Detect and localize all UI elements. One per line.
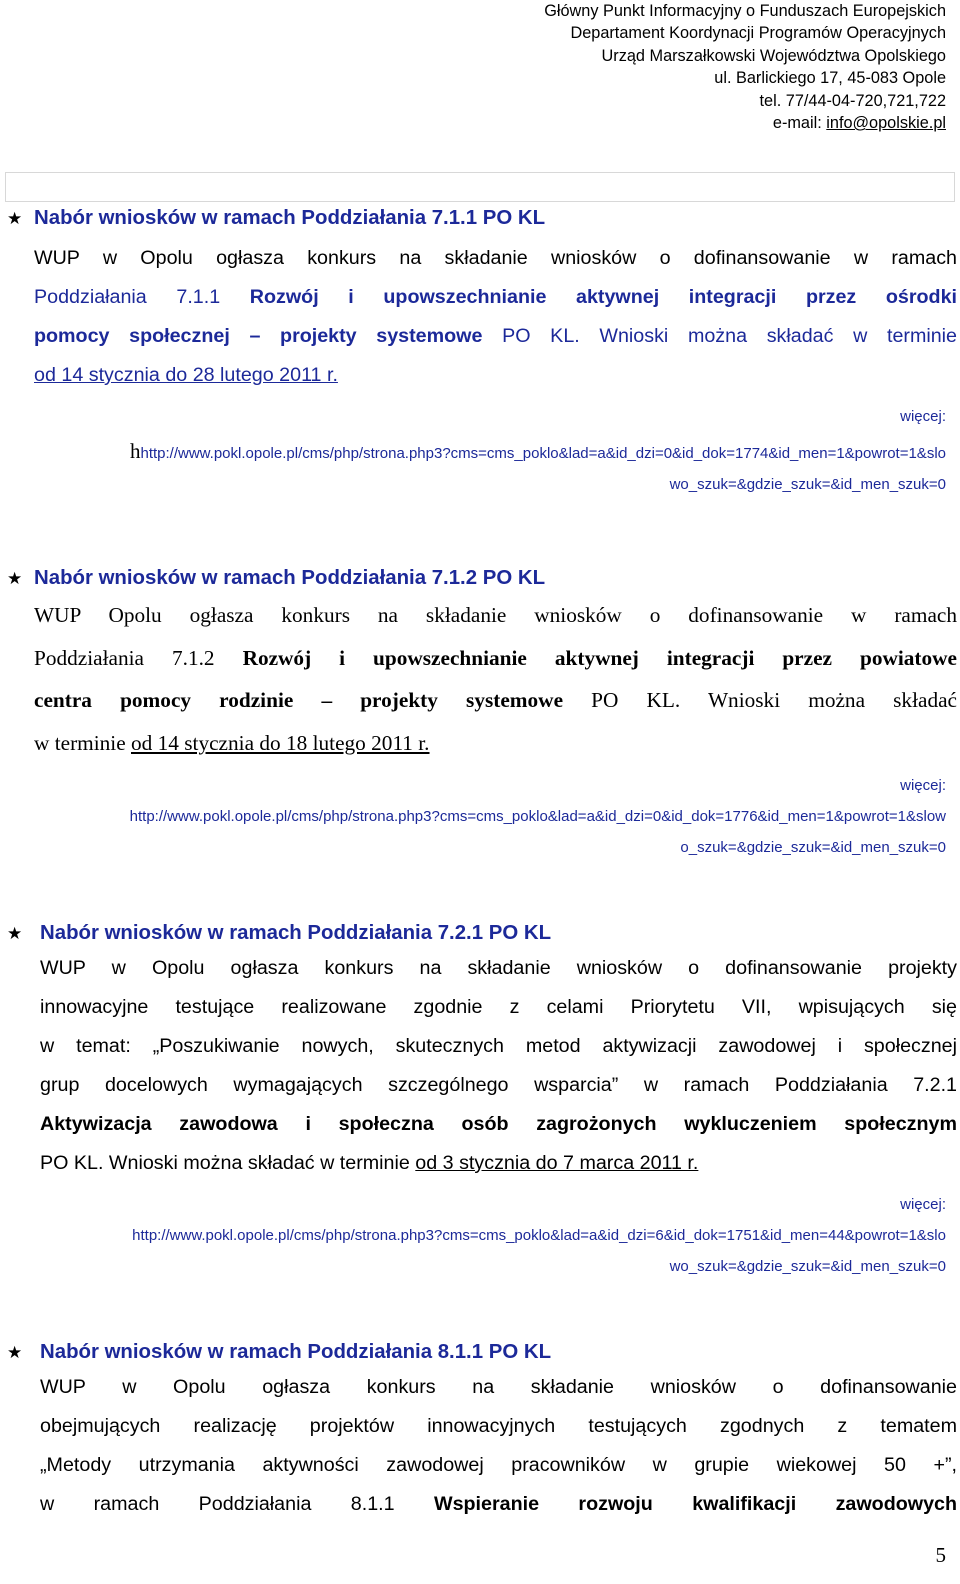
section-721: [7, 922, 957, 1183]
section-body: [34, 594, 957, 764]
header-line: Urząd Marszałkowski Województwa Opolskiego: [601, 46, 946, 65]
header-email-line: [246, 112, 946, 134]
body-line: w temat: „Poszukiwanie nowych, skutecznych metod aktywizacji zawodowej i społecznej: [40, 1035, 957, 1057]
body-line: innowacyjne testujące realizowane zgodnie z celami Priorytetu VII, wpisujących się: [40, 996, 957, 1018]
star-icon: ★: [7, 924, 23, 943]
body-line: w terminie od 14 stycznia do 18 lutego 2011 r.: [34, 730, 430, 755]
body-line: WUP w Opolu ogłasza konkurs na składanie wniosków o dofinansowanie: [40, 1376, 957, 1398]
url-line[interactable]: wo_szuk=&gdzie_szuk=&id_men_szuk=0: [669, 476, 946, 493]
body-line: WUP Opolu ogłasza konkurs na składanie wniosków o dofinansowanie w ramach: [34, 603, 957, 627]
body-line: WUP w Opolu ogłasza konkurs na składanie wniosków o dofinansowanie projekty: [40, 957, 957, 979]
star-icon: ★: [7, 1343, 23, 1362]
section-title: ★ Nabór wniosków w ramach Poddziałania 7.2.1 PO KL: [7, 922, 552, 944]
section-title: ★ Nabór wniosków w ramach Poddziałania 7.1.2 PO KL: [7, 567, 546, 589]
header-line: ul. Barlickiego 17, 45-083 Opole: [714, 69, 946, 88]
separator-box: [5, 172, 955, 202]
body-line: Aktywizacja zawodowa i społeczna osób zagrożonych wykluczeniem społecznym: [40, 1113, 957, 1135]
star-icon: ★: [7, 209, 23, 228]
url-line[interactable]: http://www.pokl.opole.pl/cms/php/strona.php3?cms=cms_poklo&lad=a&id_dzi=0&id_dok=1776&id_men=1&powrot=1&slow: [129, 808, 946, 825]
body-line: w ramach Poddziałania 8.1.1 Wspieranie rozwoju kwalifikacji zawodowych: [40, 1493, 957, 1515]
header-line: Główny Punkt Informacyjny o Funduszach Europejskich: [544, 2, 946, 20]
deadline: od 14 stycznia do 28 lutego 2011 r.: [34, 364, 338, 386]
section-711: [7, 207, 957, 395]
more-link[interactable]: [132, 1220, 946, 1282]
section-title: ★ Nabór wniosków w ramach Poddziałania 8.1.1 PO KL: [7, 1341, 552, 1363]
body-line: PO KL. Wnioski można składać w terminie od 3 stycznia do 7 marca 2011 r.: [40, 1152, 699, 1174]
section-body: [40, 1368, 957, 1524]
email-label: e-mail:: [772, 114, 827, 133]
section-712: [7, 567, 957, 764]
body-line: „Metody utrzymania aktywności zawodowej pracowników w grupie wiekowej 50 +”,: [40, 1454, 957, 1476]
more-label: więcej:: [900, 408, 946, 425]
section-811: [7, 1341, 957, 1524]
url-line[interactable]: http://www.pokl.opole.pl/cms/php/strona.php3?cms=cms_poklo&lad=a&id_dzi=6&id_dok=1751&id_men=44&powrot=1&slo: [132, 1227, 946, 1244]
url-line[interactable]: http://www.pokl.opole.pl/cms/php/strona.php3?cms=cms_poklo&lad=a&id_dzi=0&id_dok=1774&id_men=1&powrot=1&slo: [140, 445, 946, 462]
section-title: ★ Nabór wniosków w ramach Poddziałania 7.1.1 PO KL: [7, 207, 546, 229]
body-line: pomocy społecznej – projekty systemowe PO KL. Wnioski można składać w terminie: [34, 325, 957, 347]
body-line: Poddziałania 7.1.2 Rozwój i upowszechnianie aktywnej integracji przez powiatowe: [34, 645, 957, 670]
more-link[interactable]: [130, 801, 946, 863]
url-line[interactable]: o_szuk=&gdzie_szuk=&id_men_szuk=0: [680, 839, 946, 856]
contact-header: [246, 0, 946, 134]
more-link[interactable]: hhttp://www.pokl.opole.pl/cms/php/strona.php3?cms=cms_poklo&lad=a&id_dzi=0&id_dok=1774&id_men=1&powrot=1&slo wo_szuk=&gdzie_szuk=&id_men_szuk=0: [129, 439, 946, 493]
header-line: tel. 77/44-04-720,721,722: [759, 91, 946, 110]
star-icon: ★: [7, 569, 23, 588]
section-body: [34, 239, 957, 395]
more-label: więcej:: [900, 777, 946, 794]
page-number: 5: [935, 1543, 946, 1567]
body-line: obejmujących realizację projektów innowacyjnych testujących zgodnych z tematem: [40, 1415, 957, 1437]
body-line: Poddziałania 7.1.1 Rozwój i upowszechnianie aktywnej integracji przez ośrodki: [34, 286, 958, 308]
header-line: Departament Koordynacji Programów Operacyjnych: [570, 24, 946, 43]
more-label: więcej:: [900, 1196, 946, 1213]
section-body: [40, 949, 957, 1183]
body-line: centra pomocy rodzinie – projekty systemowe PO KL. Wnioski można składać: [34, 688, 957, 712]
email-link[interactable]: info@opolskie.pl: [826, 114, 946, 133]
body-line: WUP w Opolu ogłasza konkurs na składanie wniosków o dofinansowanie w ramach: [34, 247, 957, 269]
url-line[interactable]: wo_szuk=&gdzie_szuk=&id_men_szuk=0: [669, 1258, 946, 1275]
body-line: grup docelowych wymagających szczególnego wsparcia” w ramach Poddziałania 7.2.1: [40, 1074, 957, 1096]
